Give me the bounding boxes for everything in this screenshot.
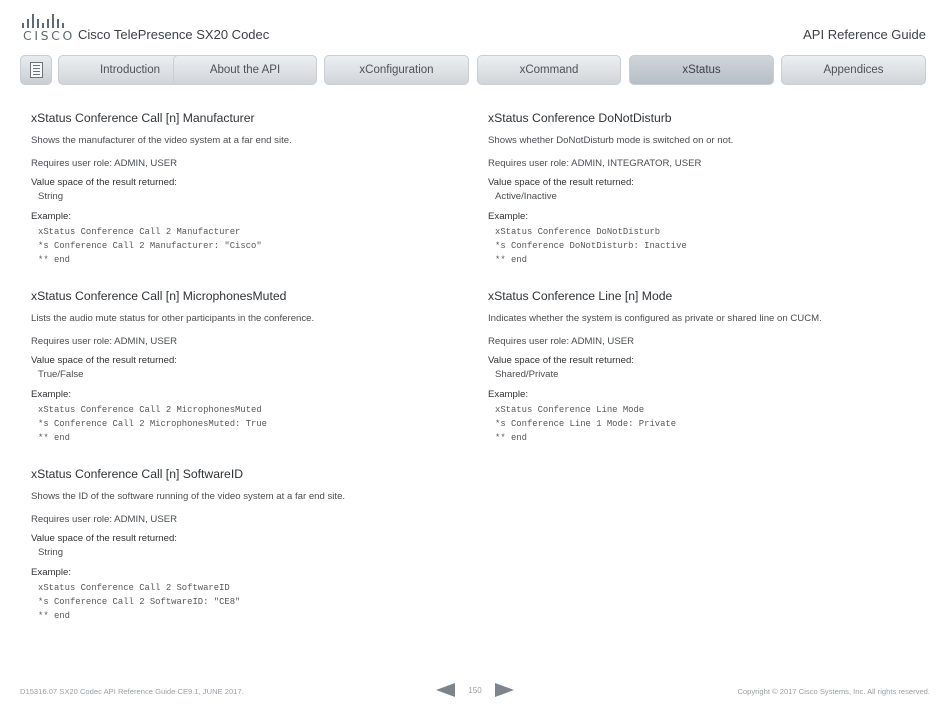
guide-title: API Reference Guide: [803, 27, 926, 42]
section-call-manufacturer: [31, 111, 471, 268]
previous-page-arrow-icon[interactable]: [436, 683, 455, 697]
value-space-label: Value space of the result returned:: [31, 533, 177, 544]
tab-appendices[interactable]: Appendices: [781, 55, 926, 85]
section-title: xStatus Conference Call [n] SoftwareID: [31, 467, 244, 481]
code-line: ** end: [495, 433, 527, 443]
document-id: D15316.07 SX20 Codec API Reference Guide CE9.1, JUNE 2017.: [20, 687, 244, 696]
contents-document-icon[interactable]: [20, 55, 52, 85]
cisco-logo-bars-icon: [22, 14, 66, 28]
code-line: ** end: [38, 433, 70, 443]
section-line-mode: [488, 289, 928, 446]
cisco-logo-wordmark: CISCO: [23, 28, 75, 43]
section-call-microphones-muted: [31, 289, 471, 446]
left-column: [31, 111, 471, 645]
example-code: [38, 582, 471, 624]
code-line: ** end: [38, 611, 70, 621]
page-number: 150: [468, 686, 482, 695]
section-call-software-id: [31, 467, 471, 624]
example-label: Example:: [31, 389, 71, 400]
next-page-arrow-icon[interactable]: [495, 683, 514, 697]
example-code: [38, 226, 471, 268]
code-line: *s Conference Call 2 Manufacturer: "Cisco": [38, 241, 262, 251]
right-column: [488, 111, 928, 467]
section-title: xStatus Conference Line [n] Mode: [488, 289, 673, 303]
value-space: Active/Inactive: [495, 191, 557, 202]
tab-xstatus[interactable]: xStatus: [629, 55, 774, 85]
example-code: [495, 226, 928, 268]
section-title: xStatus Conference Call [n] MicrophonesMuted: [31, 289, 287, 303]
code-line: xStatus Conference Line Mode: [495, 405, 645, 415]
example-label: Example:: [31, 567, 71, 578]
copyright-text: Copyright © 2017 Cisco Systems, Inc. All rights reserved.: [737, 687, 930, 696]
example-label: Example:: [488, 211, 528, 222]
tab-xconfiguration[interactable]: xConfiguration: [324, 55, 469, 85]
section-description: Shows the manufacturer of the video system at a far end site.: [31, 135, 292, 146]
section-description: Shows whether DoNotDisturb mode is switched on or not.: [488, 135, 734, 146]
user-role-text: Requires user role: ADMIN, USER: [31, 336, 178, 347]
code-line: *s Conference Line 1 Mode: Private: [495, 419, 677, 429]
code-line: xStatus Conference Call 2 SoftwareID: [38, 583, 230, 593]
code-line: *s Conference Call 2 SoftwareID: "CE8": [38, 597, 241, 607]
code-line: ** end: [38, 255, 70, 265]
code-line: xStatus Conference DoNotDisturb: [495, 227, 661, 237]
cisco-logo: [22, 14, 75, 43]
value-space-label: Value space of the result returned:: [488, 177, 634, 188]
section-description: Lists the audio mute status for other participants in the conference.: [31, 313, 315, 324]
code-line: *s Conference Call 2 MicrophonesMuted: True: [38, 419, 268, 429]
code-line: ** end: [495, 255, 527, 265]
user-role-text: Requires user role: ADMIN, INTEGRATOR, USER: [488, 158, 702, 169]
tab-xcommand[interactable]: xCommand: [477, 55, 621, 85]
page-header: [0, 0, 950, 50]
example-code: [495, 404, 928, 446]
value-space: True/False: [38, 369, 84, 380]
section-do-not-disturb: [488, 111, 928, 268]
value-space: String: [38, 191, 64, 202]
tab-about-the-api[interactable]: About the API: [173, 55, 317, 85]
value-space-label: Value space of the result returned:: [31, 177, 177, 188]
user-role-text: Requires user role: ADMIN, USER: [488, 336, 635, 347]
user-role-text: Requires user role: ADMIN, USER: [31, 158, 178, 169]
value-space: String: [38, 547, 64, 558]
tab-introduction[interactable]: Introduction: [58, 55, 202, 85]
value-space-label: Value space of the result returned:: [488, 355, 634, 366]
page-navigation: [436, 683, 514, 699]
section-title: xStatus Conference Call [n] Manufacturer: [31, 111, 255, 125]
example-code: [38, 404, 471, 446]
code-line: *s Conference DoNotDisturb: Inactive: [495, 241, 687, 251]
code-line: xStatus Conference Call 2 Manufacturer: [38, 227, 241, 237]
example-label: Example:: [31, 211, 71, 222]
value-space-label: Value space of the result returned:: [31, 355, 177, 366]
code-line: xStatus Conference Call 2 MicrophonesMuted: [38, 405, 262, 415]
example-label: Example:: [488, 389, 528, 400]
section-description: Shows the ID of the software running of the video system at a far end site.: [31, 491, 346, 502]
section-title: xStatus Conference DoNotDisturb: [488, 111, 672, 125]
navigation-tabs: [20, 55, 930, 85]
user-role-text: Requires user role: ADMIN, USER: [31, 514, 178, 525]
section-description: Indicates whether the system is configured as private or shared line on CUCM.: [488, 313, 822, 324]
value-space: Shared/Private: [495, 369, 559, 380]
product-title: Cisco TelePresence SX20 Codec: [78, 27, 270, 42]
